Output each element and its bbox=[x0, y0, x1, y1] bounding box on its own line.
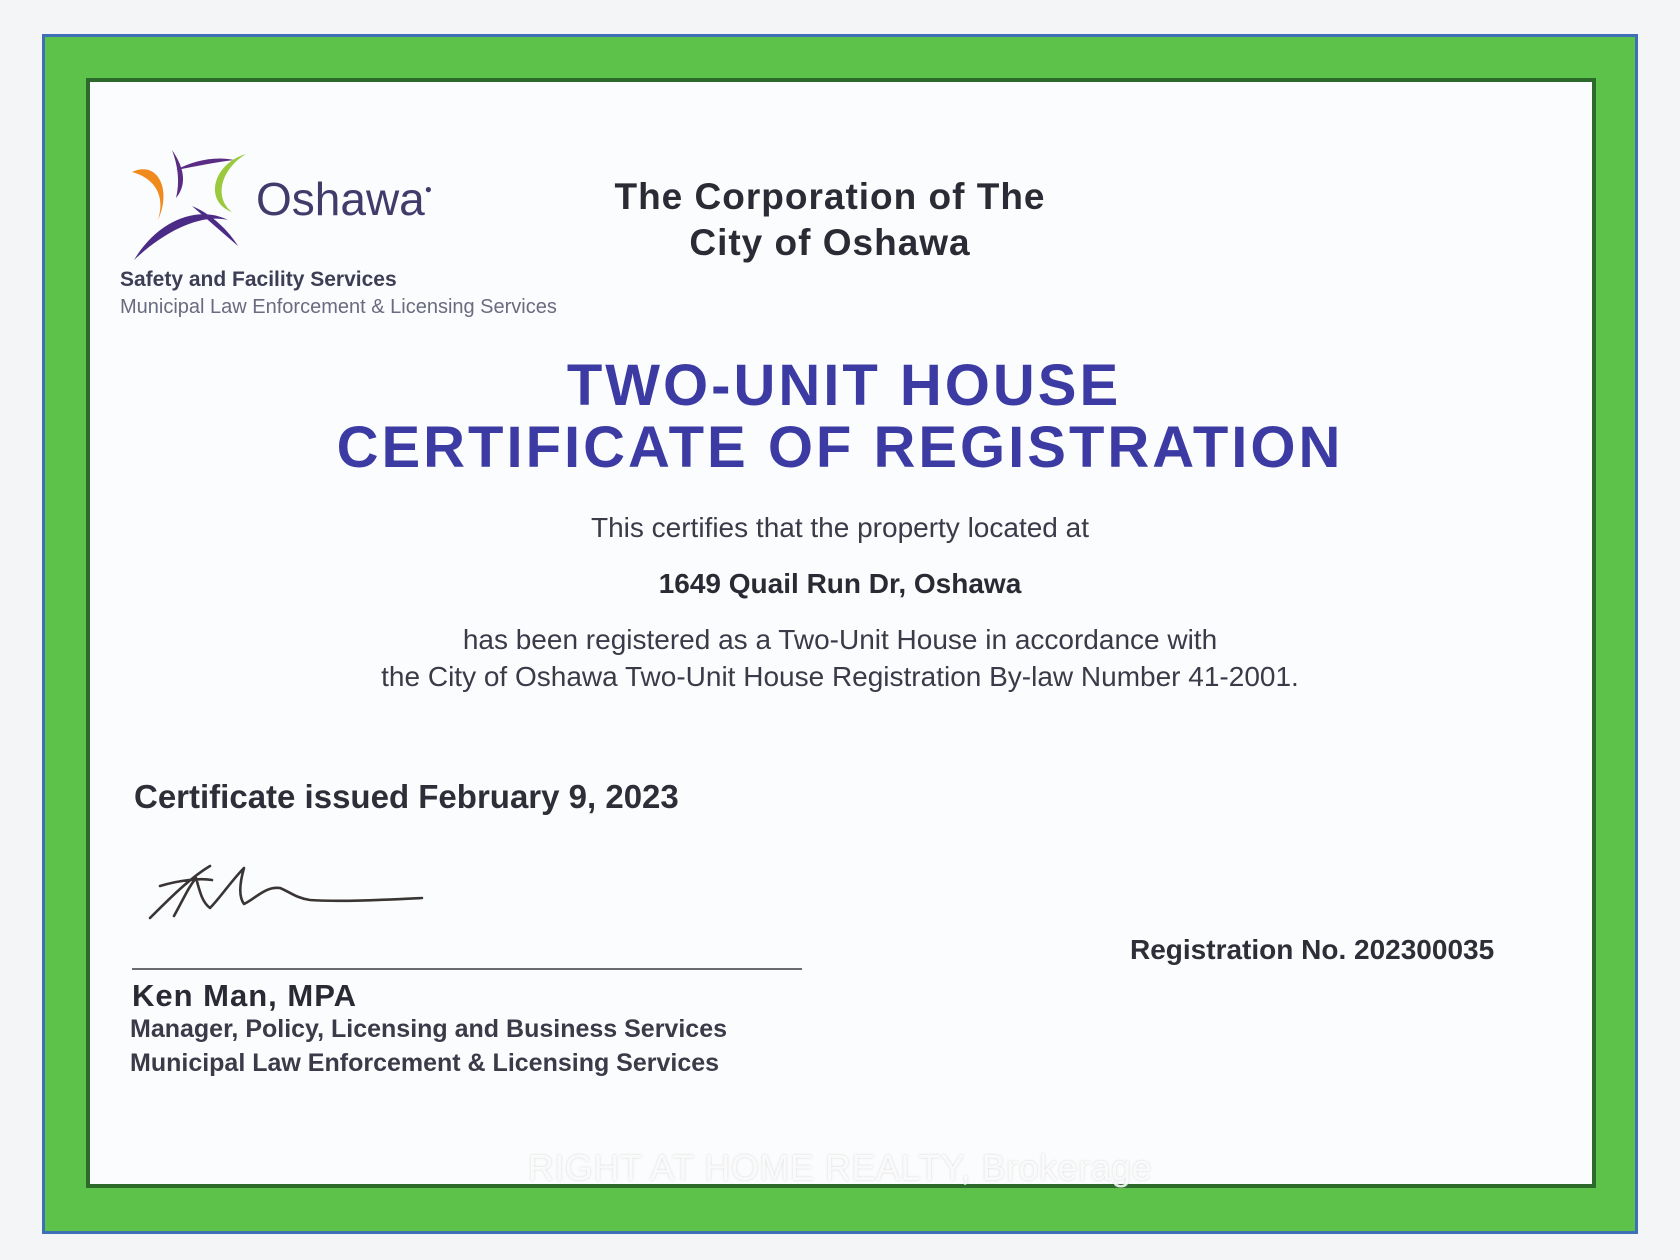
oshawa-logo-icon bbox=[128, 150, 258, 262]
certifies-text: This certifies that the property located at bbox=[590, 512, 1090, 543]
corporation-line-1: The Corporation of The bbox=[614, 176, 1046, 217]
signer-name: Ken Man, MPA bbox=[132, 978, 357, 1013]
division-name: Municipal Law Enforcement & Licensing Services bbox=[120, 296, 557, 318]
corporation-heading bbox=[520, 174, 1140, 266]
registration-statement-line-1: has been registered as a Two-Unit House in accordance with bbox=[462, 624, 1218, 655]
issue-date: Certificate issued February 9, 2023 bbox=[134, 778, 679, 815]
registration-number: Registration No. 202300035 bbox=[1130, 934, 1495, 965]
corporation-line-2: City of Oshawa bbox=[689, 222, 971, 263]
property-address: 1649 Quail Run Dr, Oshawa bbox=[658, 568, 1022, 599]
signer-title-1: Manager, Policy, Licensing and Business Services bbox=[130, 1015, 727, 1043]
oshawa-wordmark: Oshawa● bbox=[256, 173, 432, 225]
brokerage-watermark: RIGHT AT HOME REALTY, Brokerage bbox=[527, 1147, 1153, 1188]
signer-title-2: Municipal Law Enforcement & Licensing Services bbox=[130, 1049, 720, 1077]
certificate-title-line-2: CERTIFICATE OF REGISTRATION bbox=[336, 415, 1344, 480]
signature-icon bbox=[140, 858, 430, 938]
signature-line bbox=[132, 968, 802, 970]
registration-statement-line-2: the City of Oshawa Two-Unit House Registration By-law Number 41-2001. bbox=[381, 661, 1299, 692]
department-name: Safety and Facility Services bbox=[120, 268, 397, 291]
certificate-title-line-1: TWO-UNIT HOUSE bbox=[566, 353, 1122, 418]
